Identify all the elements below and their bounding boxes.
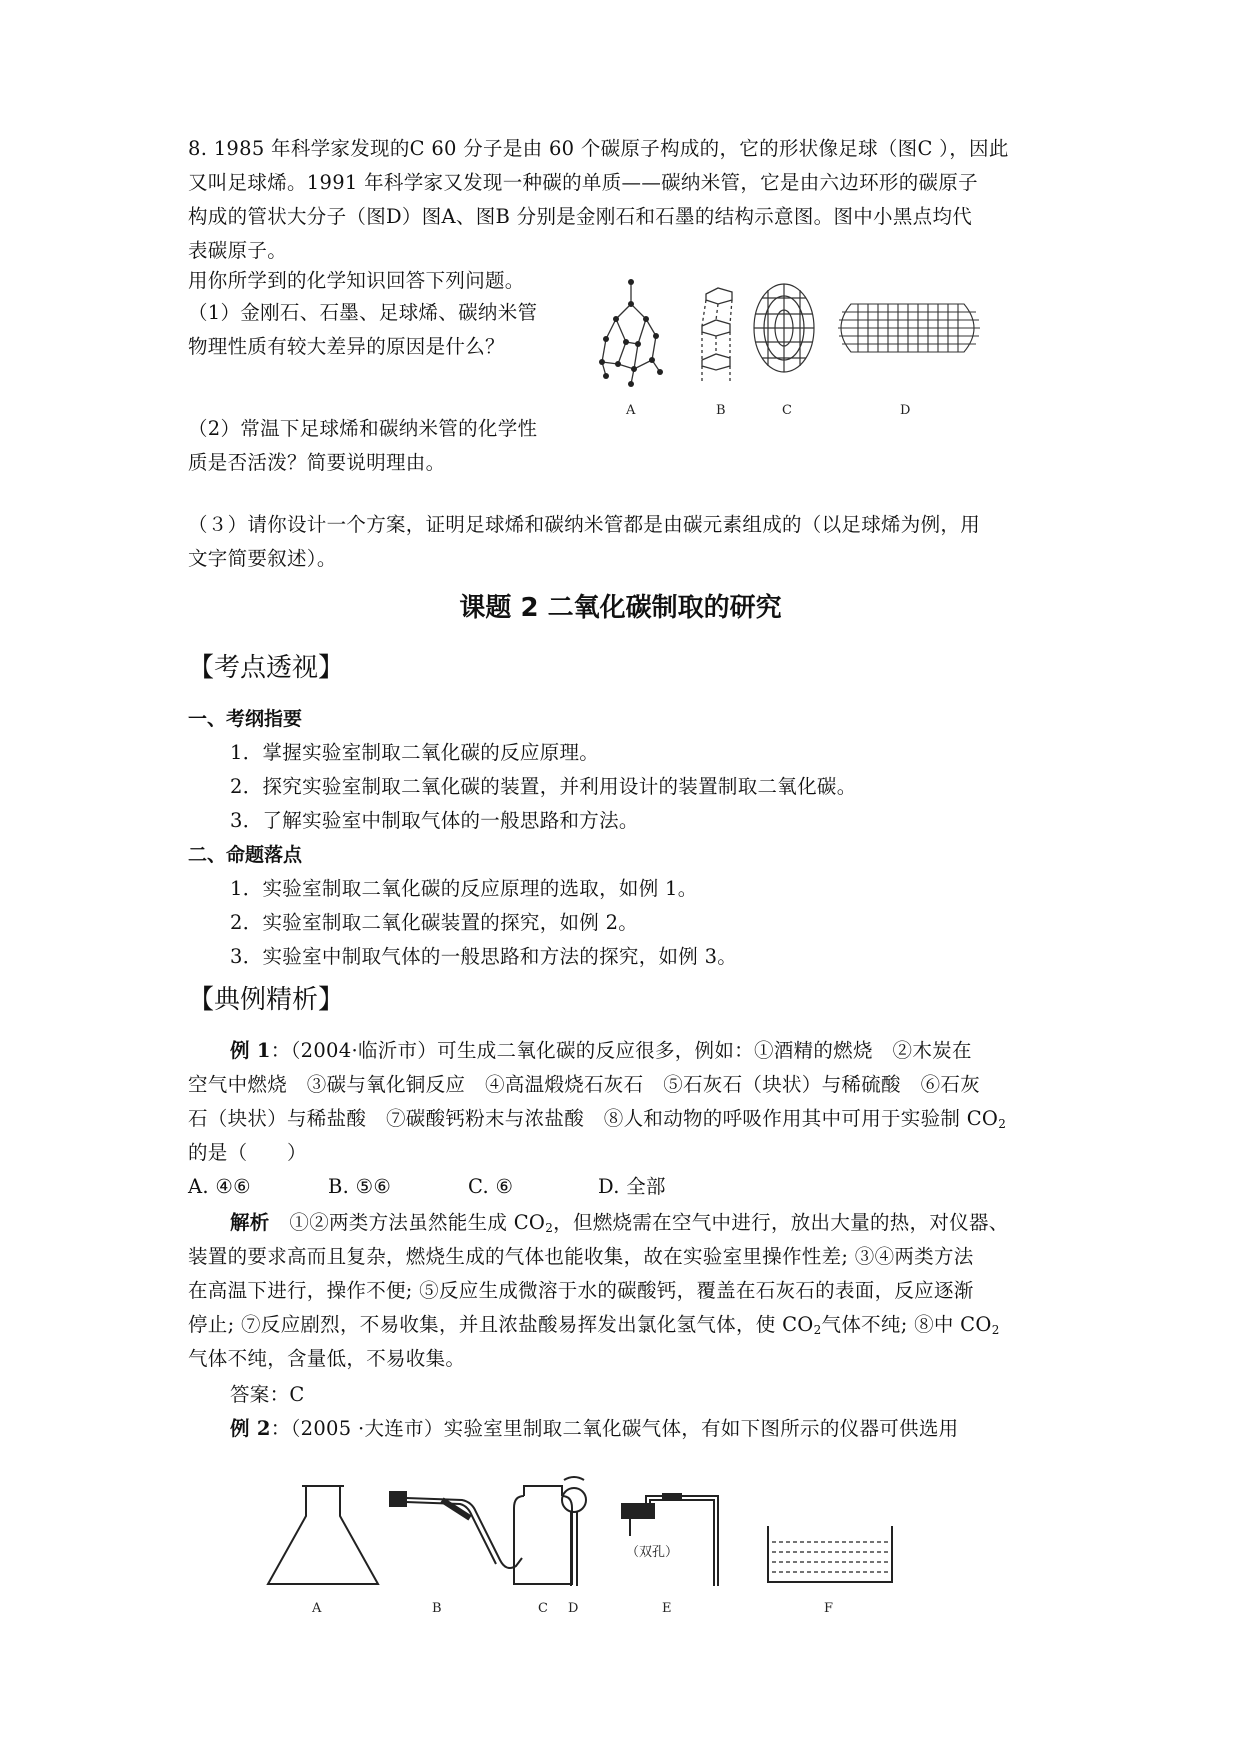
kaogang-item-1: 1．掌握实验室制取二氧化碳的反应原理。 <box>230 741 600 764</box>
stopper-note: （双孔） <box>626 1545 679 1560</box>
conical-flask-icon <box>268 1486 378 1584</box>
q8-subquestion-1-line-1: （1）金刚石、石墨、足球烯、碳纳米管 <box>188 301 538 324</box>
q8-subquestion-3-line-1: （３）请你设计一个方案，证明足球烯和碳纳米管都是由碳元素组成的（以足球烯为例，用 <box>188 513 981 536</box>
example1-answer: 答案：C <box>230 1383 305 1406</box>
analysis-line-1-post: ，但燃烧需在空气中进行，放出大量的热，对仪器、 <box>553 1211 1009 1234</box>
lesson-title: 课题 2 二氧化碳制取的研究 <box>459 593 782 623</box>
kaogang-item-2: 2．探究实验室制取二氧化碳的装置，并利用设计的装置制取二氧化碳。 <box>230 775 857 798</box>
analysis-line-4-mid: 气体不纯; ⑧中 CO <box>821 1313 992 1336</box>
figure-label-b: B <box>716 403 726 418</box>
q8-subquestion-2-line-1: （2）常温下足球烯和碳纳米管的化学性 <box>188 417 538 440</box>
mingti-item-2: 2．实验室制取二氧化碳装置的探究，如例 2。 <box>230 911 639 934</box>
heading-mingti: 二、命题落点 <box>188 844 303 866</box>
stopper-tube-icon <box>390 1492 522 1568</box>
example1-line-1-text: ：（2004·临沂市）可生成二氧化碳的反应很多，例如：①酒精的燃烧 ②木炭在 <box>270 1039 972 1062</box>
water-trough-icon <box>768 1526 892 1582</box>
apparatus-label-f: F <box>824 1601 834 1616</box>
example1-option-d: D. 全部 <box>598 1175 666 1198</box>
example1-option-a: A. ④⑥ <box>188 1175 251 1198</box>
figure-label-c: C <box>782 403 792 418</box>
section-heading-dianli: 【典例精析】 <box>188 985 345 1015</box>
q8-line-4: 表碳原子。 <box>188 239 288 262</box>
analysis-line-1 <box>230 1206 1009 1240</box>
carbon-structures-figure <box>596 274 996 424</box>
subscript-2: 2 <box>991 1323 1000 1337</box>
nanotube-structure-diagram <box>838 304 980 352</box>
example2-label: 例 2 <box>230 1417 271 1440</box>
kaogang-item-3: 3．了解实验室中制取气体的一般思路和方法。 <box>230 809 639 832</box>
q8-line-1: 8. 1985 年科学家发现的C 60 分子是由 60 个碳原子构成的，它的形状像足球（图C ），因此 <box>188 137 1009 160</box>
heading-kaogang: 一、考纲指要 <box>188 708 303 730</box>
analysis-line-2: 装置的要求高而且复杂，燃烧生成的气体也能收集，故在实验室里操作性差; ③④两类方法 <box>188 1245 974 1268</box>
double-hole-stopper-icon <box>622 1496 718 1586</box>
graphite-structure-diagram <box>702 288 732 384</box>
analysis-line-5: 气体不纯，含量低，不易收集。 <box>188 1347 466 1370</box>
example1-line-4: 的是（ ） <box>188 1141 307 1164</box>
apparatus-label-a: A <box>312 1601 322 1616</box>
example2-line-1-text: ：（2005 ·大连市）实验室里制取二氧化碳气体，有如下图所示的仪器可供选用 <box>270 1417 959 1440</box>
subscript-2: 2 <box>545 1221 554 1235</box>
analysis-line-4-pre: 停止; ⑦反应剧烈，不易收集，并且浓盐酸易挥发出氯化氢气体，使 CO <box>188 1313 814 1336</box>
section-heading-kaodian: 【考点透视】 <box>188 653 345 683</box>
gas-jar-icon <box>514 1486 572 1584</box>
analysis-line-4 <box>188 1308 1000 1342</box>
q8-subquestion-1-line-2: 物理性质有较大差异的原因是什么？ <box>188 335 505 358</box>
example1-line-2: 空气中燃烧 ③碳与氧化铜反应 ④高温煅烧石灰石 ⑤石灰石（块状）与稀硫酸 ⑥石灰 <box>188 1073 981 1096</box>
apparatus-label-d: D <box>568 1601 579 1616</box>
example1-line-3 <box>188 1102 1006 1136</box>
subscript-2: 2 <box>813 1323 822 1337</box>
analysis-label: 解析 <box>230 1211 270 1234</box>
subscript-2: 2 <box>998 1117 1007 1131</box>
example1-line-3-text: 石（块状）与稀盐酸 ⑦碳酸钙粉末与浓盐酸 ⑧人和动物的呼吸作用其中可用于实验制 CO <box>188 1107 999 1130</box>
q8-subquestion-2-line-2: 质是否活泼？简要说明理由。 <box>188 451 446 474</box>
diamond-structure-diagram <box>602 282 660 384</box>
q8-line-2: 又叫足球烯。1991 年科学家又发现一种碳的单质——碳纳米管，它是由六边环形的碳原子 <box>188 171 978 194</box>
analysis-line-1-pre: ①②两类方法虽然能生成 CO <box>269 1211 546 1234</box>
q8-line-3: 构成的管状大分子（图D）图A、图B 分别是金刚石和石墨的结构示意图。图中小黑点均代 <box>188 205 973 228</box>
q8-line-5: 用你所学到的化学知识回答下列问题。 <box>188 269 525 292</box>
long-neck-funnel-icon <box>562 1477 586 1586</box>
fullerene-structure-diagram <box>754 284 814 372</box>
apparatus-label-e: E <box>662 1601 672 1616</box>
figure-label-d: D <box>900 403 911 418</box>
example2-line-1 <box>230 1412 958 1446</box>
figure-label-a: A <box>626 403 636 418</box>
q8-subquestion-3-line-2: 文字简要叙述）。 <box>188 547 337 570</box>
example1-option-b: B. ⑤⑥ <box>328 1175 392 1198</box>
lab-apparatus-figure <box>262 1476 1002 1616</box>
analysis-line-3: 在高温下进行，操作不便; ⑤反应生成微溶于水的碳酸钙，覆盖在石灰石的表面，反应逐渐 <box>188 1279 974 1302</box>
example1-label: 例 1 <box>230 1039 271 1062</box>
mingti-item-1: 1．实验室制取二氧化碳的反应原理的选取，如例 1。 <box>230 877 698 900</box>
apparatus-label-b: B <box>432 1601 442 1616</box>
example1-line-1 <box>230 1034 972 1068</box>
apparatus-label-c: C <box>538 1601 548 1616</box>
mingti-item-3: 3．实验室中制取气体的一般思路和方法的探究，如例 3。 <box>230 945 738 968</box>
example1-option-c: C. ⑥ <box>468 1175 514 1198</box>
